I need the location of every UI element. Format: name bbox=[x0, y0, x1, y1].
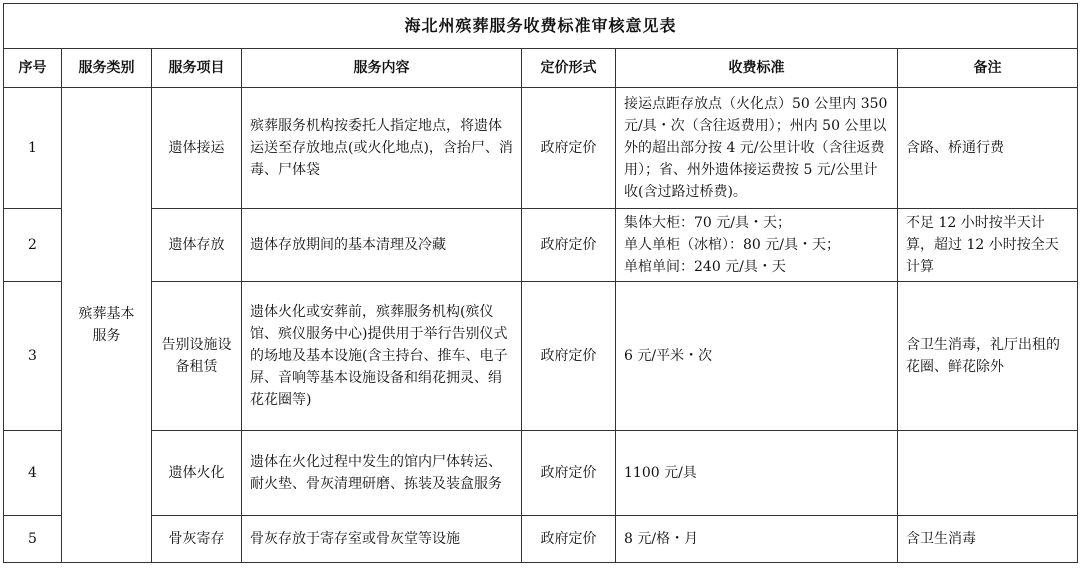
table-row bbox=[4, 209, 1078, 282]
row-item: 告别设施设备租赁 bbox=[152, 282, 242, 431]
row-standard: 8 元/格・月 bbox=[616, 516, 898, 563]
row-standard: 1100 元/具 bbox=[616, 431, 898, 516]
row-pricing: 政府定价 bbox=[522, 431, 616, 516]
row-remark bbox=[898, 431, 1078, 516]
table-title: 海北州殡葬服务收费标准审核意见表 bbox=[4, 4, 1078, 49]
row-item: 遗体火化 bbox=[152, 431, 242, 516]
row-pricing: 政府定价 bbox=[522, 88, 616, 209]
row-item: 遗体存放 bbox=[152, 209, 242, 282]
row-remark: 含卫生消毒 bbox=[898, 516, 1078, 563]
row-item: 遗体接运 bbox=[152, 88, 242, 209]
row-pricing: 政府定价 bbox=[522, 282, 616, 431]
row-item: 骨灰寄存 bbox=[152, 516, 242, 563]
fee-review-sheet bbox=[3, 3, 1077, 563]
row-standard: 接运点距存放点（火化点）50 公里内 350 元/具・次（含往返费用）；州内 50 公里以外的超出部分按 4 元/公里计收（含往返费用）；省、州外遗体接运费按 5 元/公里计收(含过路过桥费)。 bbox=[616, 88, 898, 209]
row-content: 遗体在火化过程中发生的馆内尸体转运、耐火垫、骨灰清理研磨、拣装及装盒服务 bbox=[242, 431, 522, 516]
header-remark: 备注 bbox=[898, 49, 1078, 88]
row-content: 遗体存放期间的基本清理及冷藏 bbox=[242, 209, 522, 282]
header-no: 序号 bbox=[4, 49, 62, 88]
row-remark: 不足 12 小时按半天计算，超过 12 小时按全天计算 bbox=[898, 209, 1078, 282]
header-item: 服务项目 bbox=[152, 49, 242, 88]
row-no: 4 bbox=[4, 431, 62, 516]
table-row bbox=[4, 431, 1078, 516]
row-content: 骨灰存放于寄存室或骨灰堂等设施 bbox=[242, 516, 522, 563]
table-row bbox=[4, 88, 1078, 209]
row-standard: 6 元/平米・次 bbox=[616, 282, 898, 431]
table-row bbox=[4, 516, 1078, 563]
header-standard: 收费标准 bbox=[616, 49, 898, 88]
row-no: 2 bbox=[4, 209, 62, 282]
header-category: 服务类别 bbox=[62, 49, 152, 88]
row-content: 殡葬服务机构按委托人指定地点，将遗体运送至存放地点(或火化地点)，含抬尸、消毒、尸体袋 bbox=[242, 88, 522, 209]
row-standard: 集体大柜：70 元/具・天； 单人单柜（冰棺）：80 元/具・天； 单棺单间：240 元/具・天 bbox=[616, 209, 898, 282]
header-content: 服务内容 bbox=[242, 49, 522, 88]
row-no: 5 bbox=[4, 516, 62, 563]
fee-standard-table bbox=[3, 3, 1078, 563]
header-row bbox=[4, 49, 1078, 88]
row-content: 遗体火化或安葬前，殡葬服务机构(殡仪馆、殡仪服务中心)提供用于举行告别仪式的场地及基本设施(含主持台、推车、电子屏、音响等基本设施设备和绢花拥灵、绢花花圈等) bbox=[242, 282, 522, 431]
row-no: 3 bbox=[4, 282, 62, 431]
row-no: 1 bbox=[4, 88, 62, 209]
row-remark: 含卫生消毒，礼厅出租的花圈、鲜花除外 bbox=[898, 282, 1078, 431]
row-pricing: 政府定价 bbox=[522, 209, 616, 282]
header-pricing: 定价形式 bbox=[522, 49, 616, 88]
service-category: 殡葬基本 服务 bbox=[62, 88, 152, 563]
table-row bbox=[4, 282, 1078, 431]
row-pricing: 政府定价 bbox=[522, 516, 616, 563]
row-remark: 含路、桥通行费 bbox=[898, 88, 1078, 209]
